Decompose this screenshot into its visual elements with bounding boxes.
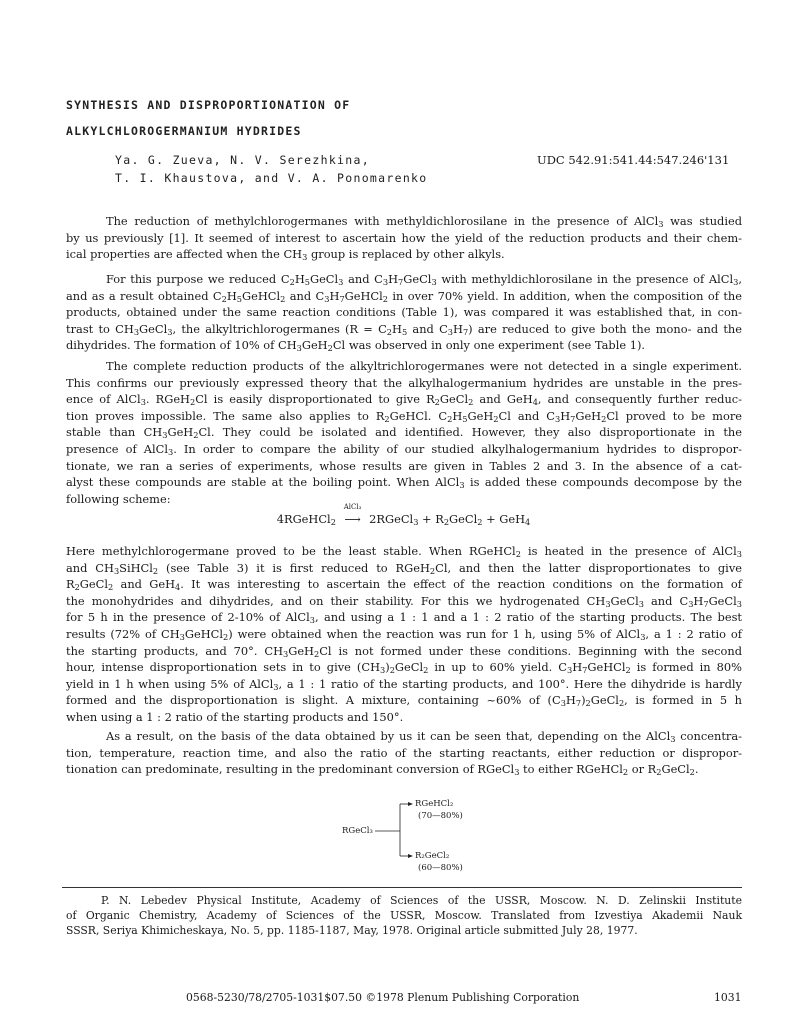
reaction-arrow: AlCl₃ ⟶ [340,512,366,526]
article-title-line-1: SYNTHESIS AND DISPROPORTIONATION OF [66,98,351,112]
publication-code: 0568-5230/78/2705-1031$07.50 ©1978 Plenum Publishing Corporation [186,991,580,1004]
catalyst-label: AlCl₃ [343,503,362,511]
scheme-reactant: RGeCl₃ [342,826,373,836]
paragraph-3: The complete reduction products of the alkyltrichlorogermanes were not detected in a single experiment. This confirms our previously expressed theory that the alkylhalogermanium hydrides are unstable in the pres- ence of AlCl$_3$. RGeH$_2$Cl is easily disproportionated to give $R_2GeCl_2$ and GeH$_4$, and consequently further reduc- tion proves impossible. The same also applies to $R_2GeHCl$. $C_2H_5GeH_2Cl$ and $C_3H_7GeH_2Cl$ proved to be more stable than $CH_3GeH_2Cl$. They could be isolated and identified. However, they also disproportionate in the presence of AlCl$_3$. In order to compare the ability of our studied alkylhalogermanium hydrides to dispropor- tionate, we ran a series of experiments, whose results are given in Tables 2 and 3. In the absence of a cat- alyst these compounds are stable at the boiling point. When AlCl$_3$ is added these compounds decompose by the following scheme: [66,359,743,506]
conversion-scheme [342,796,502,873]
authors-line-1: Ya. G. Zueva, N. V. Serezhkina, [115,153,370,167]
paragraph-5: As a result, on the basis of the data obtained by us it can be seen that, depending on the AlCl$_3$ concentra- tion, temperature, reaction time, and also the ratio of the starting reactants, either reduction or dispropor- tionation can predominate, resulting in the predominant conversion of RGeCl$_3$ to either RGeHCl$_2$ or $R_2GeCl_2$. [66,729,742,778]
udc-code: UDC 542.91:541.44:547.246'131 [537,153,730,167]
scheme-product-2: R₂GeCl₂ [415,851,450,861]
footnote-divider [62,887,742,888]
scheme-product-1: RGeHCl₂ [415,799,454,809]
paragraph-1: The reduction of methylchlorogermanes with methyldichlorosilane in the presence of AlCl$_3$ was studied by us previously [1]. It seemed of interest to ascertain how the yield of the reduction products and their chem- ical properties are affected when the $CH_3$ group is replaced by other alkyls. [66,214,742,263]
article-title-line-2: ALKYLCHLOROGERMANIUM HYDRIDES [66,124,302,138]
affiliation-footnote: P. N. Lebedev Physical Institute, Academy of Sciences of the USSR, Moscow. N. D. Zelinskii Institute of Organic Chemistry, Academy of Sciences of the USSR, Moscow. Translated from Izvestiya Akademii Nauk SSSR, Seriya Khimicheskaya, No. 5, pp. 1185-1187, May, 1978. Original article submitted July 28, 1977. [66,894,742,938]
authors-line-2: T. I. Khaustova, and V. A. Ponomarenko [115,171,428,185]
disproportionation-equation: 4RGeHCl$_2$ AlCl₃ ⟶ 2RGeCl$_3$ + $R_2GeCl_2 + GeH_4$ [276,503,531,528]
paragraph-2: For this purpose we reduced $C_2H_5GeCl_3$ and $C_3H_7GeCl_3$ with methyldichlorosilane in the presence of AlCl$_3$, and as a result obtained $C_2H_5GeHCl_2$ and $C_3H_7GeHCl_2$ in over 70% yield. In addition, when the composition of the products, obtained under the same reaction conditions (Table 1), was compared it was established that, in con- trast to $CH_3GeCl_3$, the alkyltrichlorogermanes ($R = C_2H_5$ and $C_3H_7$) are reduced to give both the mono- and the dihydrides. The formation of 10% of $CH_3GeH_2Cl$ was observed in only one experiment (see Table 1). [66,272,743,354]
scheme-yield-2: (60—80%) [418,863,463,873]
paragraph-4: Here methylchlorogermane proved to be the least stable. When RGeHCl$_2$ is heated in the presence of AlCl$_3$ and $CH_3SiHCl_2$ (see Table 3) it is first reduced to RGeH$_2$Cl, and then the latter disproportionates to give $R_2GeCl_2$ and GeH$_4$. It was interesting to ascertain the effect of the reaction conditions on the formation of the monohydrides and dihydrides, and on their stability. For this we hydrogenated $CH_3GeCl_3$ and $C_3H_7GeCl_3$ for 5 h in the presence of 2-10% of AlCl$_3$, and using a 1 : 1 and a 1 : 2 ratio of the starting products. The best results (72% of $CH_3GeHCl_2$) were obtained when the reaction was run for 1 h, using 5% of AlCl$_3$, a 1 : 2 ratio of the starting products, and 70°. $CH_3GeH_2Cl$ is not formed under these conditions. Beginning with the second hour, intense disproportionation sets in to give $(CH_3)_2GeCl_2$ in up to 60% yield. $C_3H_7GeHCl_2$ is formed in 80% yield in 1 h when using 5% of AlCl$_3$, a 1 : 1 ratio of the starting products, and 100°. Here the dihydride is hardly formed and the disproportionation is slight. A mixture, containing ~60% of $(C_3H_7)_2GeCl_2$, is formed in 5 h when using a 1 : 2 ratio of the starting products and 150°. [66,544,742,724]
page-number: 1031 [714,991,742,1004]
scheme-yield-1: (70—80%) [418,811,463,821]
